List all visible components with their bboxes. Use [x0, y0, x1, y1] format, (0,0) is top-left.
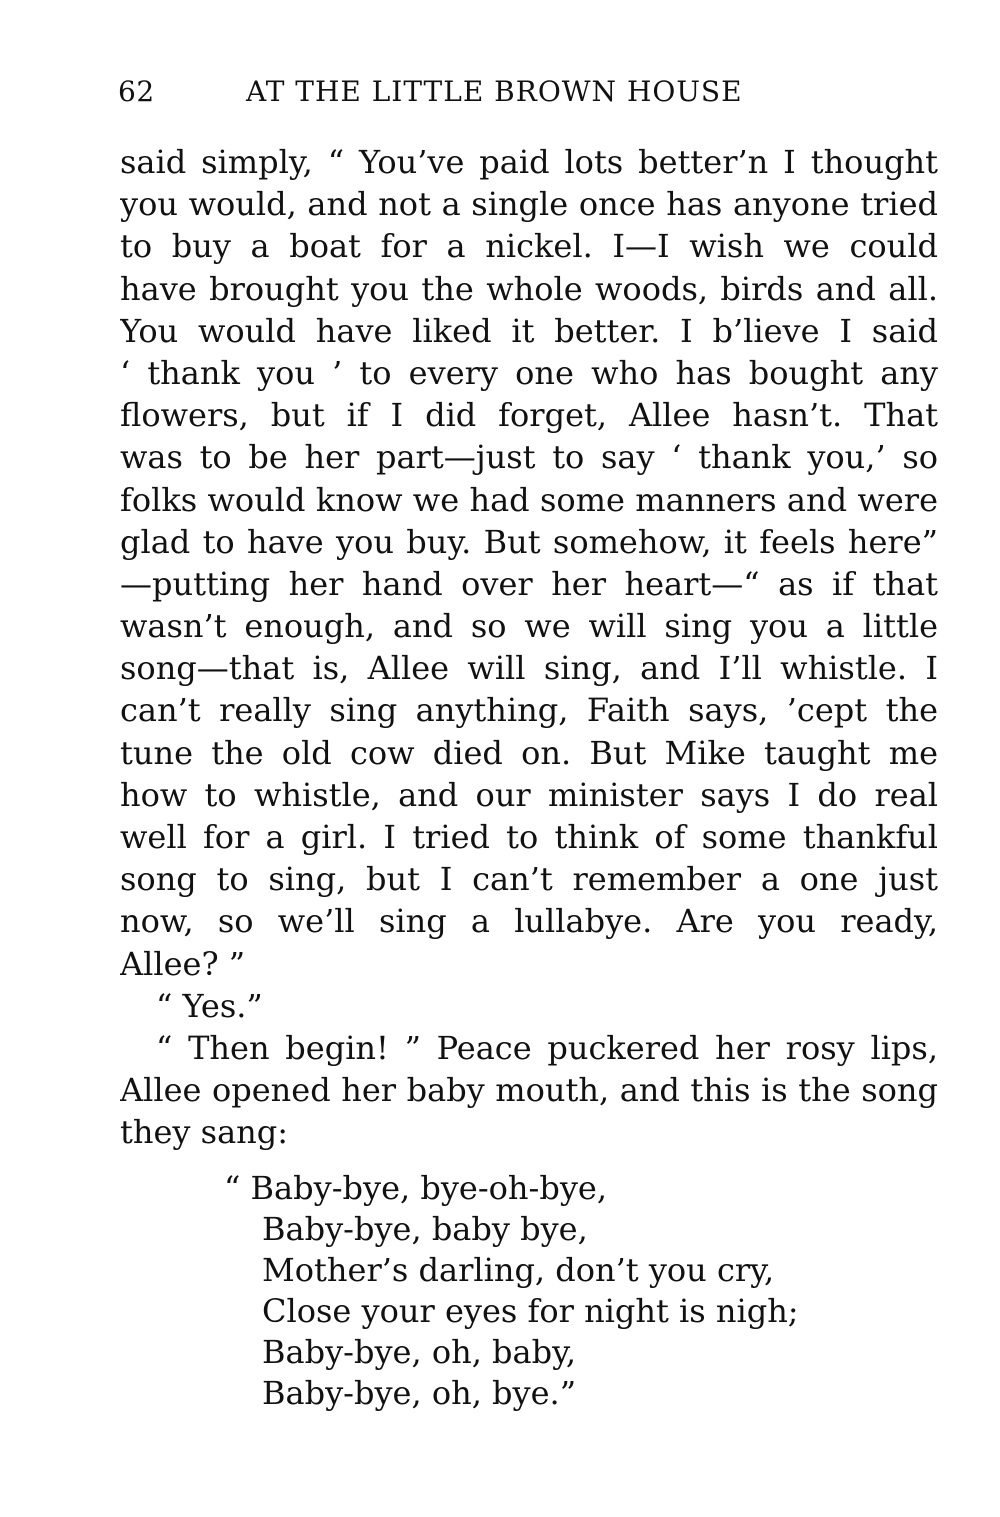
text-line: ‘ thank you ’ to every one who has bought any — [120, 353, 938, 392]
text-line: now, so we’ll sing a lullabye. Are you ready, — [120, 902, 938, 941]
text-line: wasn’t enough, and so we will sing you a little — [120, 607, 938, 646]
text-line: Allee? ” — [120, 944, 246, 983]
text-line: to buy a boat for a nickel. I—I wish we could — [120, 227, 938, 266]
text-line: folks would know we had some manners and were — [120, 480, 938, 519]
poem-line: Mother’s darling, don’t you cry, — [262, 1251, 775, 1289]
text-line: can’t really sing anything, Faith says, ’cept the — [120, 691, 938, 730]
text-line: Allee opened her baby mouth, and this is the song — [120, 1071, 938, 1110]
text-line: how to whistle, and our minister says I do real — [120, 775, 938, 814]
text-line: song—that is, Allee will sing, and I’ll whistle. I — [120, 649, 938, 688]
text-line: tune the old cow died on. But Mike taught me — [120, 733, 938, 772]
text-line: have brought you the whole woods, birds and all. — [120, 269, 938, 308]
text-line: was to be her part—just to say ‘ thank you,’ so — [120, 438, 938, 477]
poem-line: Baby-bye, oh, bye.” — [262, 1374, 577, 1412]
dialogue-line: “ Yes.” — [156, 986, 263, 1025]
poem-line: “ Baby-bye, bye-oh-bye, — [224, 1169, 608, 1207]
poem-line: Close your eyes for night is nigh; — [262, 1292, 799, 1330]
text-line: song to sing, but I can’t remember a one just — [120, 860, 938, 899]
page-number: 62 — [118, 75, 155, 108]
text-line: “ Then begin! ” Peace puckered her rosy lips, — [156, 1028, 938, 1067]
text-line: said simply, “ You’ve paid lots better’n I thought — [120, 143, 938, 181]
page-header — [118, 72, 818, 112]
text-line: you would, and not a single once has anyone tried — [120, 185, 938, 224]
body-text — [120, 141, 938, 1154]
text-line: glad to have you buy. But somehow, it feels here” — [120, 522, 938, 561]
text-line: well for a girl. I tried to think of some thankful — [120, 818, 938, 856]
text-line: —putting her hand over her heart—“ as if that — [120, 564, 938, 603]
text-line: You would have liked it better. I b’lieve I said — [120, 311, 938, 350]
running-title: AT THE LITTLE BROWN HOUSE — [246, 75, 743, 108]
poem — [224, 1168, 864, 1414]
poem-line: Baby-bye, baby bye, — [262, 1210, 588, 1248]
poem-line: Baby-bye, oh, baby, — [262, 1333, 577, 1371]
text-line: flowers, but if I did forget, Allee hasn’t. That — [120, 396, 938, 435]
text-line: they sang: — [120, 1113, 289, 1152]
